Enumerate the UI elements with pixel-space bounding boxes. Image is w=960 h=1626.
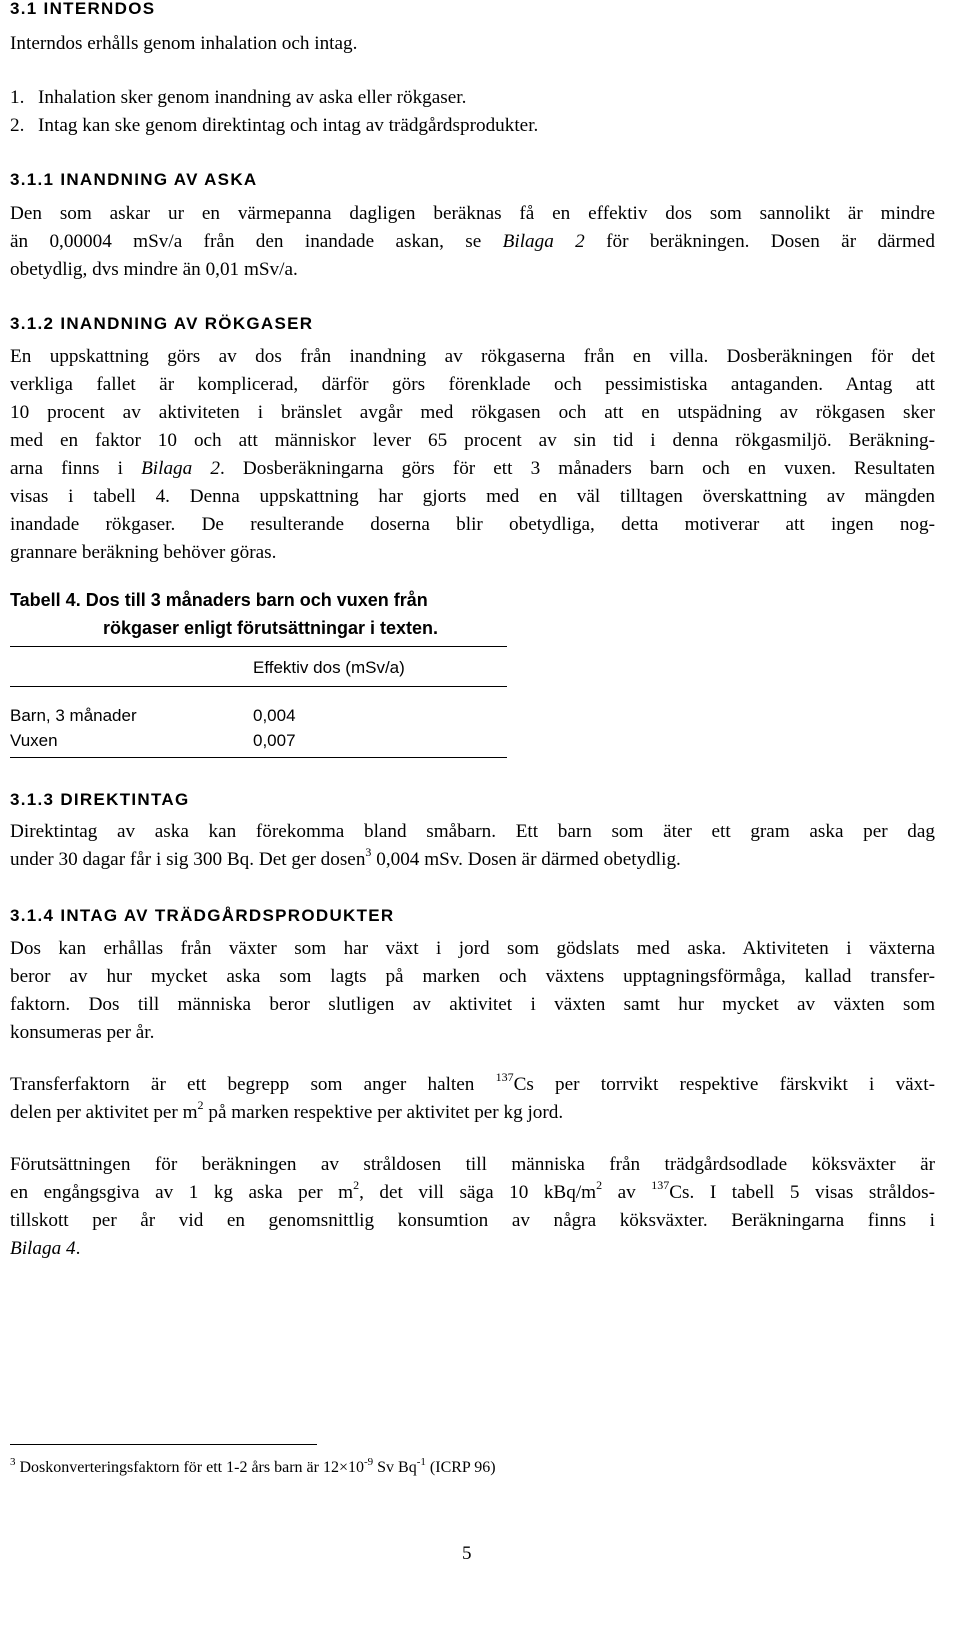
section-heading-3-1-2: 3.1.2 INANDNING AV RÖKGASER <box>10 314 314 333</box>
numbered-list <box>10 84 935 140</box>
paragraph-tradgardsprodukter: Dos kan erhållas från växter som har växt i jord som gödslats med aska. Aktiviteten i växterna beror av hur mycket aska som lagts på marken och växtens upptagningsförmåga, kallad transfer- faktorn. Dos till människa beror slutligen av aktivitet i växten samt hur mycket av växten som konsumeras per år. <box>10 938 935 1043</box>
section-heading-3-1-1: 3.1.1 INANDNING AV ASKA <box>10 170 258 189</box>
paragraph-inandning-rokgaser: En uppskattning görs av dos från inandning av rökgaserna från en villa. Dosberäkningen för det verkliga fallet är komplicerad, därför görs förenklade och pessimistiska antaganden. Antag att 10 procent av aktiviteten i bränslet avgår med rökgasen och att en utspädning av rökgasen sker med en faktor 10 och att människor lever 65 procent av sin tid i denna rökgasmiljö. Beräkning- arna finns i Bilaga 2. Dosberäkningarna görs för ett 3 månaders barn och en vuxen. Resultaten visas i tabell 4. Denna uppskattning har gjorts med en väl tilltagen överskattning av mängden inandade rökgaser. De resulterande doserna blir obetydliga, detta motiverar att ingen nog- grannare beräkning behöver göras. <box>10 346 935 563</box>
table-row-label: Vuxen <box>10 731 58 750</box>
paragraph-intro: Interndos erhålls genom inhalation och intag. <box>10 33 358 54</box>
page-number: 5 <box>462 1543 472 1564</box>
table-row-value: 0,004 <box>253 706 296 725</box>
paragraph-transferfaktor: Transferfaktorn är ett begrepp som anger halten $^{137}$Cs per torrvikt respektive färskvikt i växt- delen per aktivitet per $m^2$ på marken respektive per aktivitet per kg jord. <box>10 1070 935 1123</box>
section-heading-3-1-3: 3.1.3 DIREKTINTAG <box>10 790 190 809</box>
table-column-header: Effektiv dos (mSv/a) <box>253 658 405 677</box>
reference-bilaga-2: Bilaga 2 <box>141 458 220 479</box>
paragraph-inandning-aska: Den som askar ur en värmepanna dagligen beräknas få en effektiv dos som sannolikt är mindre än 0,00004 mSv/a från den inandade askan, se Bilaga 2 för beräkningen. Dosen är därmed obetydlig, dvs mindre än 0,01 mSv/a. <box>10 203 935 280</box>
footnote-rule <box>10 1444 317 1445</box>
footnote: $^3$ Doskonverteringsfaktorn för ett 1-2 års barn är $12\times 10^{-9}$ Sv $Bq^{-1}$ (ICRP 96) <box>10 1456 496 1476</box>
paragraph-direktintag: Direktintag av aska kan förekomma bland småbarn. Ett barn som äter ett gram aska per dag under 30 dagar får i sig 300 Bq. Det ger dosen$^3$ 0,004 mSv. Dosen är därmed obetydlig. <box>10 821 935 870</box>
section-heading-3-1-4: 3.1.4 INTAG AV TRÄDGÅRDSPRODUKTER <box>10 906 395 925</box>
table-caption: Tabell 4. Dos till 3 månaders barn och vuxen från rökgaser enligt förutsättningar i texten. <box>10 590 439 638</box>
footnote-ref: 3 <box>365 845 372 859</box>
table-header-rule <box>10 686 507 687</box>
document-page <box>10 0 935 1626</box>
list-item: 1. Inhalation sker genom inandning av aska eller rökgaser. <box>10 87 467 108</box>
paragraph-forutsattning: Förutsättningen för beräkningen av stråldosen till människa från trädgårdsodlade köksväxter är en engångsgiva av 1 kg aska per $m^2$, det vill säga 10 kBq/$m^2$ av $^{137}$Cs. I tabell 5 visas stråldos- tillskott per år vid en genomsnittlig konsumtion av några köksväxter. Beräkningarna finns i Bilaga 4. <box>10 1154 935 1259</box>
table-row-label: Barn, 3 månader <box>10 706 137 725</box>
table-top-rule <box>10 646 507 647</box>
section-heading-3-1: 3.1 INTERNDOS <box>10 0 156 18</box>
table-bottom-rule <box>10 757 507 758</box>
reference-bilaga-2: Bilaga 2 <box>502 231 585 252</box>
table-row-value: 0,007 <box>253 731 296 750</box>
reference-bilaga-4: Bilaga 4 <box>10 1238 76 1259</box>
list-item: 2. Intag kan ske genom direktintag och intag av trädgårdsprodukter. <box>10 115 539 136</box>
